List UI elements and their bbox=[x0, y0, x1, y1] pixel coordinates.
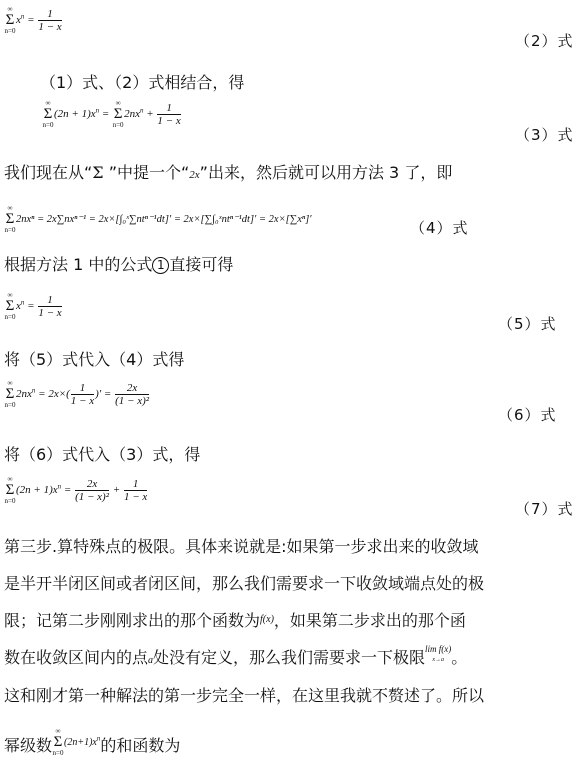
paragraph-line-4: 数在收敛区间内的点a处没有定义，那么我们需要求一下极限lim f(x) x→a 。 bbox=[4, 644, 468, 667]
equation-4: ∞ Σ n=0 2nxⁿ = 2x∑nxⁿ⁻¹ = 2x×[∫₀ˣ∑ntⁿ⁻¹dt]′ = 2x×[∑∫₀ˣntⁿ⁻¹dt]′ = 2x×[∑xⁿ]′ bbox=[4, 204, 312, 234]
sigma-symbol: ∞ Σ n=0 bbox=[112, 99, 124, 129]
text-line-formula: 根据方法 1 中的公式 1 直接可得 bbox=[4, 255, 234, 274]
fraction: $\frac{2x}{\text{(1 − x)²}}$ bbox=[115, 382, 150, 407]
fraction: $\frac{1}{1 - x}$ bbox=[38, 8, 62, 33]
text-line-extract: 我们现在从“Σ ”中提一个“2x”出来，然后就可以用方法 3 了，即 bbox=[4, 163, 453, 182]
equation-5: ∞ Σ n=0 $x^n$ = $\frac{1}{1 - x}$ bbox=[4, 291, 62, 321]
fraction: $\frac{1}{1 - x}$ bbox=[70, 382, 95, 407]
equation-label-4: （4）式 bbox=[410, 219, 469, 237]
fraction: $\frac{1}{1 - x}$ bbox=[157, 102, 181, 127]
equation-6: ∞ Σ n=0 $2nx^n = 2x\times$( $\frac{1}{1 - x}$ )′ = $\frac{2x}{\text{(1 − x)²}}$ bbox=[4, 379, 150, 409]
sigma-symbol: ∞ Σ n=0 bbox=[4, 379, 16, 409]
equation-label-3: （3）式 bbox=[515, 126, 574, 144]
sigma-symbol: ∞ Σ n=0 bbox=[4, 475, 16, 505]
paragraph-line-2: 是半开半闭区间或者闭区间，那么我们需要求一下收敛域端点处的极 bbox=[4, 574, 485, 593]
equation-label-5: （5）式 bbox=[498, 315, 557, 333]
equation-label-6: （6）式 bbox=[498, 406, 557, 424]
sigma-symbol: ∞ Σ n=0 bbox=[52, 727, 64, 757]
paragraph-line-1: 第三步.算特殊点的极限。具体来说就是:如果第一步求出来的收敛域 bbox=[4, 537, 479, 556]
sigma-symbol: ∞ Σ n=0 bbox=[4, 291, 16, 321]
text-line-substitute-6: 将（6）式代入（3）式，得 bbox=[4, 445, 201, 464]
fraction: $\frac{2x}{\text{(1 − x)²}}$ bbox=[75, 478, 110, 503]
paragraph-line-3: 限；记第二步刚刚求出的那个函数为$^{f(x)}$，如果第二步求出的那个函 bbox=[4, 611, 466, 630]
fraction: $\frac{1}{1 - x}$ bbox=[38, 294, 62, 319]
text-line-substitute-5: 将（5）式代入（4）式得 bbox=[4, 350, 185, 369]
equation-7: ∞ Σ n=0 $(2n + 1)x^n$ = $\frac{2x}{\text{(1 − x)²}}$ + $\frac{1}{1 - x}$ bbox=[4, 475, 148, 505]
paragraph-line-6: 幂级数 $^{\infty \Sigma n=0 (2n+1)x^n}$的和函数为 bbox=[4, 727, 181, 757]
text-line-combine: （1）式、（2）式相结合，得 bbox=[40, 73, 245, 92]
fraction: $\frac{1}{1 - x}$ bbox=[123, 478, 148, 503]
equation-2: ∞ Σ n=0 $x^n$ = $\frac{1}{1 - x}$ bbox=[4, 5, 62, 35]
sigma-symbol: ∞ Σ n=0 bbox=[4, 5, 16, 35]
circled-number: 1 bbox=[152, 257, 169, 274]
paragraph-line-5: 这和刚才第一种解法的第一步完全一样，在这里我就不赘述了。所以 bbox=[4, 686, 485, 705]
equation-label-7: （7）式 bbox=[515, 500, 574, 518]
equation-3: ∞ Σ n=0 $(2n + 1)x^n$ = ∞ Σ n=0 $2nx^n$ + $\frac{1}{1 - x}$ bbox=[42, 99, 181, 129]
equation-label-2: （2）式 bbox=[515, 32, 574, 50]
sigma-symbol: ∞ Σ n=0 bbox=[4, 204, 16, 234]
sigma-symbol: ∞ Σ n=0 bbox=[42, 99, 54, 129]
